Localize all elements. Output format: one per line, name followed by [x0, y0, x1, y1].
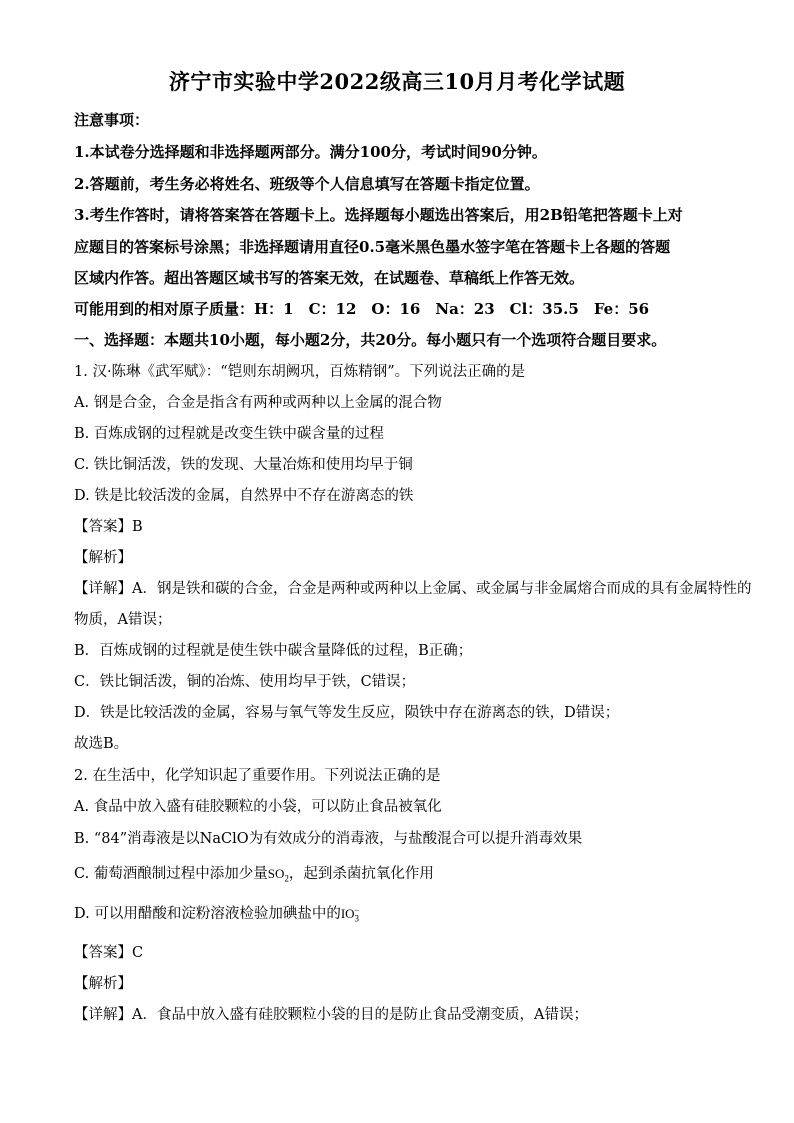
q1-stem: 1. 汉·陈琳《武军赋》：“铠则东胡阙巩，百炼精钢”。下列说法正确的是 [74, 364, 526, 380]
q2-option-d [74, 902, 359, 924]
q2-analysis-label: 【解析】 [74, 976, 132, 992]
notice-heading: 注意事项： [74, 111, 150, 129]
q1-detail-line-3: B．百炼成钢的过程就是使生铁中碳含量降低的过程，B正确； [74, 643, 473, 659]
q1-option-a: A. 钢是合金，合金是指含有两种或两种以上金属的混合物 [74, 395, 442, 411]
notice-item-3-cont: 应题目的答案标号涂黑；非选择题请用直径0.5毫米黑色墨水签字笔在答题卡上各题的答题 [74, 238, 671, 256]
q1-option-d: D. 铁是比较活泼的金属，自然界中不存在游离态的铁 [74, 488, 414, 504]
q1-detail-line-5: D．铁是比较活泼的金属，容易与氧气等发生反应，陨铁中存在游离态的铁，D错误； [74, 705, 620, 721]
notice-item-3-cont2: 区域内作答。超出答题区域书写的答案无效，在试题卷、草稿纸上作答无效。 [74, 269, 585, 287]
q1-answer: 【答案】B [74, 519, 143, 535]
q2-option-c-text: C. 葡萄酒酿制过程中添加少量 [74, 866, 268, 882]
page-title: 济宁市实验中学2022级高三10月月考化学试题 [168, 69, 626, 94]
q2-stem: 2. 在生活中，化学知识起了重要作用。下列说法正确的是 [74, 768, 441, 784]
formula-io3: $IO_3^-$ [340, 904, 360, 924]
section-heading: 一、选择题：本题共10小题，每小题2分，共20分。每小题只有一个选项符合题目要求。 [74, 331, 667, 349]
q2-option-b: B. “84”消毒液是以NaClO为有效成分的消毒液，与盐酸混合可以提升消毒效果 [74, 831, 583, 847]
q2-option-c [74, 862, 434, 884]
notice-item-2: 2.答题前，考生务必将姓名、班级等个人信息填写在答题卡指定位置。 [74, 175, 540, 193]
q1-option-c: C. 铁比铜活泼，铁的发现、大量冶炼和使用均早于铜 [74, 457, 413, 473]
atomic-masses: 可能用到的相对原子质量：H：1 C：12 O：16 Na：23 Cl：35.5 Fe：56 [74, 300, 650, 318]
q2-option-a: A. 食品中放入盛有硅胶颗粒的小袋，可以防止食品被氧化 [74, 799, 442, 815]
q1-detail-line-4: C．铁比铜活泼，铜的冶炼、使用均早于铁，C错误； [74, 674, 416, 690]
q1-detail-line-1: 【详解】A．钢是铁和碳的合金，合金是两种或两种以上金属、或金属与非金属熔合而成的具有金属特性的 [74, 581, 752, 597]
q1-detail-line-2: 物质，A错误； [74, 612, 172, 628]
q1-option-b: B. 百炼成钢的过程就是改变生铁中碳含量的过程 [74, 426, 384, 442]
q2-answer: 【答案】C [74, 945, 144, 961]
q1-analysis-label: 【解析】 [74, 550, 132, 566]
q2-option-c-tail: ，起到杀菌抗氧化作用 [288, 866, 434, 882]
q2-option-d-text: D. 可以用醋酸和淀粉溶液检验加碘盐中的 [74, 906, 341, 922]
q2-detail-line-1: 【详解】A．食品中放入盛有硅胶颗粒小袋的目的是防止食品受潮变质，A错误； [74, 1007, 588, 1023]
notice-item-1: 1.本试卷分选择题和非选择题两部分。满分100分，考试时间90分钟。 [74, 143, 547, 161]
notice-item-3: 3.考生作答时，请将答案答在答题卡上。选择题每小题选出答案后，用2B铅笔把答题卡上对 [74, 206, 683, 224]
formula-so2: $SO_2$ [267, 866, 289, 884]
q1-detail-line-6: 故选B。 [74, 736, 129, 752]
